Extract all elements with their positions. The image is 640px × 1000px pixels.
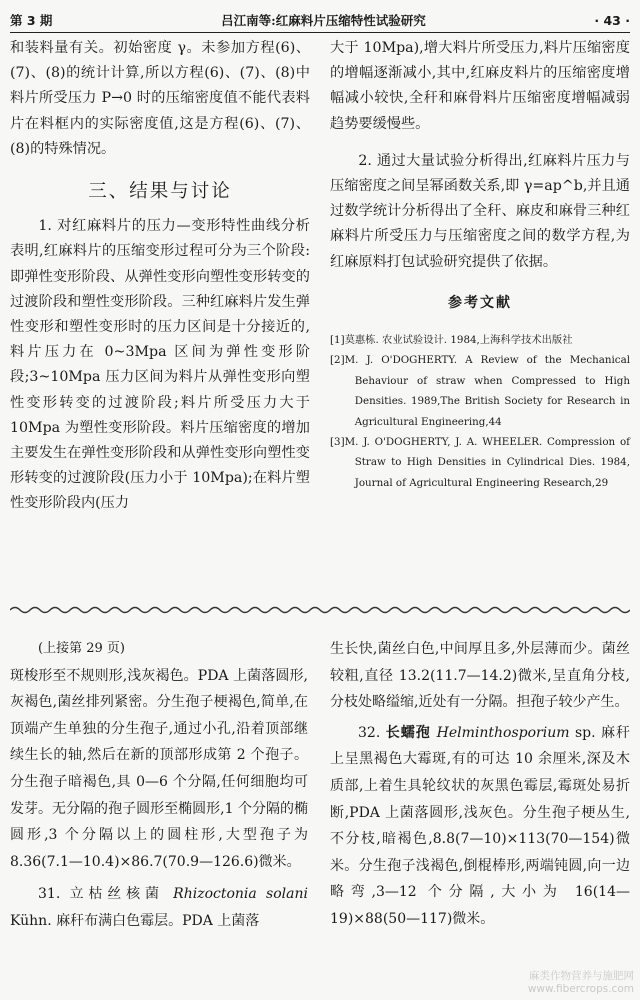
- page-number: · 43 ·: [594, 12, 630, 28]
- watermark-line-1: 麻类作物营养与施肥网: [529, 970, 634, 982]
- paragraph-density-note: 和装料量有关。初始密度 γ。未参加方程(6)、(7)、(8)的统计计算,所以方程(6)、(7)、(8)中料片所受压力 P→0 时的压缩密度值不能代表料片在料框内的实际密度值,这是方程(6)、(7)、(8)的特殊情况。: [10, 40, 310, 157]
- paragraph-species-32: [330, 720, 630, 933]
- references-title: 参考文献: [448, 294, 512, 311]
- paragraph-species-30-continued: 斑梭形至不规则形,浅灰褐色。PDA 上菌落圆形,灰褐色,菌丝排列紧密。分生孢子梗褐色,简单,在顶端产生单独的分生孢子,通过小孔,沿着顶部继续生长的轴,然后在新的顶部形成第 2 个孢子。分生孢子暗褐色,具 0—6 个分隔,任何细胞均可发芽。无分隔的孢子圆形至椭圆形,1 个分隔的椭圆形,3 个分隔以上的圆柱形,大型孢子为 8.36(7.1—10.4)×86.7(70.9—126.6)微米。: [10, 667, 308, 870]
- reference-item: [1]莫惠栋. 农业试验设计. 1984,上海科学技术出版社: [330, 334, 573, 347]
- paragraph-species-31-continued: 生长快,菌丝白色,中间厚且多,外层薄而少。菌丝较粗,直径 13.2(11.7—14.2)微米,呈直角分枝,分枝处略缢缩,近处有一分隔。担孢子较少产生。: [330, 641, 630, 711]
- paragraph-result-2: 2. 通过大量试验分析得出,红麻料片压力与压缩密度之间呈幂函数关系,即 γ=ap^b,并且通过数学统计分析得出了全秆、麻皮和麻骨三种红麻料片所受压力与压缩密度之间的数学方程,为红麻原料打包试验研究提供了依据。: [330, 152, 630, 270]
- species-31-text: Kühn. 麻秆布满白色霉层。PDA 上菌落: [10, 912, 260, 929]
- reference-item: [2]M. J. O'DOGHERTY. A Review of the Mechanical Behaviour of straw when Compressed to High Densities. 1989,The British Society for Research in Agricultural Engineering,44: [330, 354, 630, 428]
- running-title: 吕江南等:红麻料片压缩特性试验研究: [221, 13, 426, 28]
- paragraph-result-1-continued: 大于 10Mpa),增大料片所受压力,料片压缩密度的增幅逐渐减小,其中,红麻皮料片的压缩密度增幅减小较快,全秆和麻骨料片压缩密度增幅减弱趋势要缓慢些。: [330, 40, 630, 132]
- upper-left-column: [10, 36, 310, 517]
- upper-right-column: [330, 36, 630, 493]
- site-watermark: [528, 970, 634, 996]
- page-header: [10, 8, 630, 33]
- wavy-divider: [10, 604, 630, 616]
- species-31-lead: 31. 立枯丝核菌: [38, 886, 174, 903]
- paragraph-result-1: 1. 对红麻料片的压力—变形特性曲线分析表明,红麻料片的压缩变形过程可分为三个阶段:即弹性变形阶段、从弹性变形向塑性变形转变的过渡阶段和塑性变形阶段。三种红麻料片发生弹性变形和塑性变形时的压力区间是十分接近的,料片压力在 0~3Mpa 区间为弹性变形阶段;3~10Mpa 压力区间为料片从弹性变形向塑性变形转变的过渡阶段;料片所受压力大于 10Mpa 为塑性变形阶段。料片压缩密度的增加主要发生在弹性变形阶段和从弹性变形向塑性变形转变的过渡阶段(压力小于 10Mpa);在料片塑性变形阶段内(压力: [10, 218, 310, 512]
- issue-number: 第 3 期: [10, 13, 53, 28]
- species-32-scientific-name: Helminthosporium: [436, 724, 570, 741]
- species-32-number: 32.: [358, 724, 386, 741]
- reference-item: [3]M. J. O'DOGHERTY, J. A. WHEELER. Compression of Straw to High Densities in Cylindrical Dies. 1984, Journal of Agricultural Engineering Research,29: [330, 436, 630, 489]
- species-32-text: sp. 麻秆上呈黑褐色大霉斑,有的可达 10 余厘米,深及木质部,上着生具轮纹状的灰黑色霉层,霉斑处易折断,PDA 上菌落圆形,浅灰色。分生孢子梗丛生,不分枝,暗褐色,8.8(7—10)×113(70—154)微米。分生孢子浅褐色,倒棍棒形,两端钝圆,向一边略弯,3—12 个分隔,大小为 16(14—19)×88(50—117)微米。: [330, 724, 631, 927]
- section-heading: 三、结果与讨论: [88, 181, 232, 203]
- lower-right-column: [330, 636, 630, 933]
- species-31-scientific-name: Rhizoctonia solani: [173, 886, 308, 903]
- watermark-line-2: www.fibercrops.com: [527, 983, 634, 995]
- continued-from-note: (上接第 29 页): [38, 641, 125, 656]
- species-32-chinese-name: 长蠕孢: [385, 724, 437, 741]
- paragraph-species-31: [10, 881, 308, 934]
- lower-left-column: [10, 636, 308, 935]
- references-list: [330, 330, 630, 493]
